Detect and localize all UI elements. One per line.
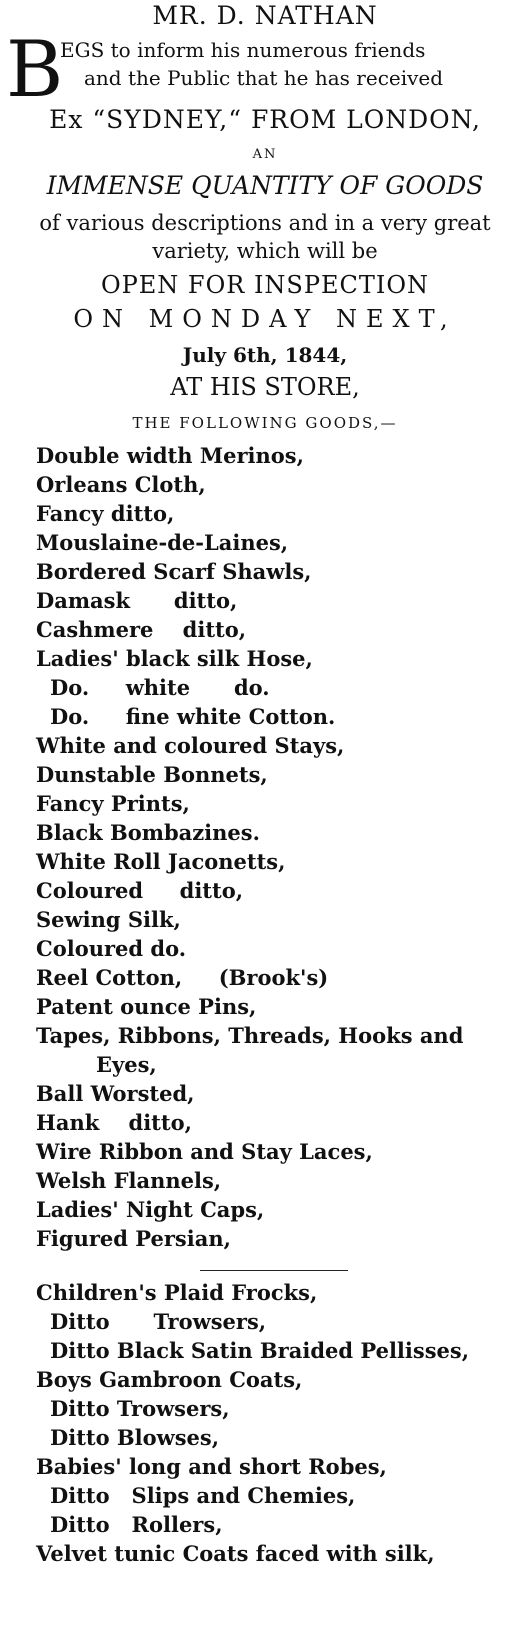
goods-item: Damask ditto,: [36, 588, 238, 613]
store-line: AT HIS STORE,: [170, 373, 360, 401]
goods-item: Coloured do.: [36, 936, 187, 961]
goods-item: Double width Merinos,: [36, 443, 304, 468]
date-line: July 6th, 1844,: [182, 343, 348, 367]
goods-item: Ball Worsted,: [36, 1081, 195, 1106]
goods-item: Welsh Flannels,: [36, 1168, 222, 1193]
monday-next-heading: ON MONDAY NEXT,: [73, 305, 457, 333]
goods-item: Ditto Trowsers,: [50, 1309, 267, 1334]
goods-item: Fancy Prints,: [36, 791, 190, 816]
goods-item: Eyes,: [96, 1052, 157, 1077]
goods-item: Babies' long and short Robes,: [36, 1454, 387, 1479]
goods-item: Ditto Trowsers,: [50, 1396, 230, 1421]
goods-item: Mouslaine-de-Laines,: [36, 530, 289, 555]
goods-item: Ditto Slips and Chemies,: [50, 1483, 356, 1508]
intro-line-2: and the Public that he has received: [84, 66, 444, 90]
goods-item: Patent ounce Pins,: [36, 994, 257, 1019]
goods-item: Orleans Cloth,: [36, 472, 206, 497]
an-line: AN: [252, 147, 278, 162]
ship-line: Ex “SYDNEY,“ FROM LONDON,: [49, 105, 481, 134]
goods-item: White and coloured Stays,: [36, 733, 345, 758]
goods-item: Do. white do.: [50, 675, 270, 700]
advertiser-name: MR. D. NATHAN: [152, 1, 378, 30]
following-goods-heading: THE FOLLOWING GOODS,—: [132, 414, 398, 432]
goods-item: Ditto Blowses,: [50, 1425, 220, 1450]
drop-cap-letter: B: [6, 25, 64, 115]
immense-quantity-heading: IMMENSE QUANTITY OF GOODS: [46, 171, 484, 200]
goods-item: Boys Gambroon Coats,: [36, 1367, 303, 1392]
goods-item: White Roll Jaconetts,: [36, 849, 286, 874]
goods-list-part-2: [36, 1278, 469, 1568]
goods-item: Cashmere ditto,: [36, 617, 247, 642]
goods-list-part-1: [36, 441, 463, 1253]
intro-line-1: EGS to inform his numerous friends: [60, 38, 426, 62]
description-line-2: variety, which will be: [152, 239, 378, 263]
goods-item: Black Bombazines.: [36, 820, 260, 845]
goods-item: Ladies' black silk Hose,: [36, 646, 313, 671]
goods-item: Coloured ditto,: [36, 878, 244, 903]
description-line-1: of various descriptions and in a very great: [39, 211, 491, 235]
goods-item: Hank ditto,: [36, 1110, 192, 1135]
goods-item: Figured Persian,: [36, 1226, 231, 1251]
goods-item: Tapes, Ribbons, Threads, Hooks and: [36, 1023, 464, 1048]
goods-item: Ditto Black Satin Braided Pellisses,: [50, 1338, 470, 1363]
goods-item: Wire Ribbon and Stay Laces,: [36, 1139, 373, 1164]
goods-item: Sewing Silk,: [36, 907, 181, 932]
goods-item: Do. fine white Cotton.: [50, 704, 336, 729]
goods-item: Children's Plaid Frocks,: [36, 1280, 318, 1305]
goods-item: Velvet tunic Coats faced with silk,: [36, 1541, 435, 1566]
goods-item: Fancy ditto,: [36, 501, 175, 526]
goods-item: Ditto Rollers,: [50, 1512, 223, 1537]
goods-item: Ladies' Night Caps,: [36, 1197, 265, 1222]
section-divider: [200, 1270, 348, 1271]
goods-item: Bordered Scarf Shawls,: [36, 559, 312, 584]
open-for-inspection-heading: OPEN FOR INSPECTION: [100, 271, 430, 299]
goods-item: Reel Cotton, (Brook's): [36, 965, 329, 990]
intro-paragraph: [0, 25, 530, 115]
goods-item: Dunstable Bonnets,: [36, 762, 268, 787]
